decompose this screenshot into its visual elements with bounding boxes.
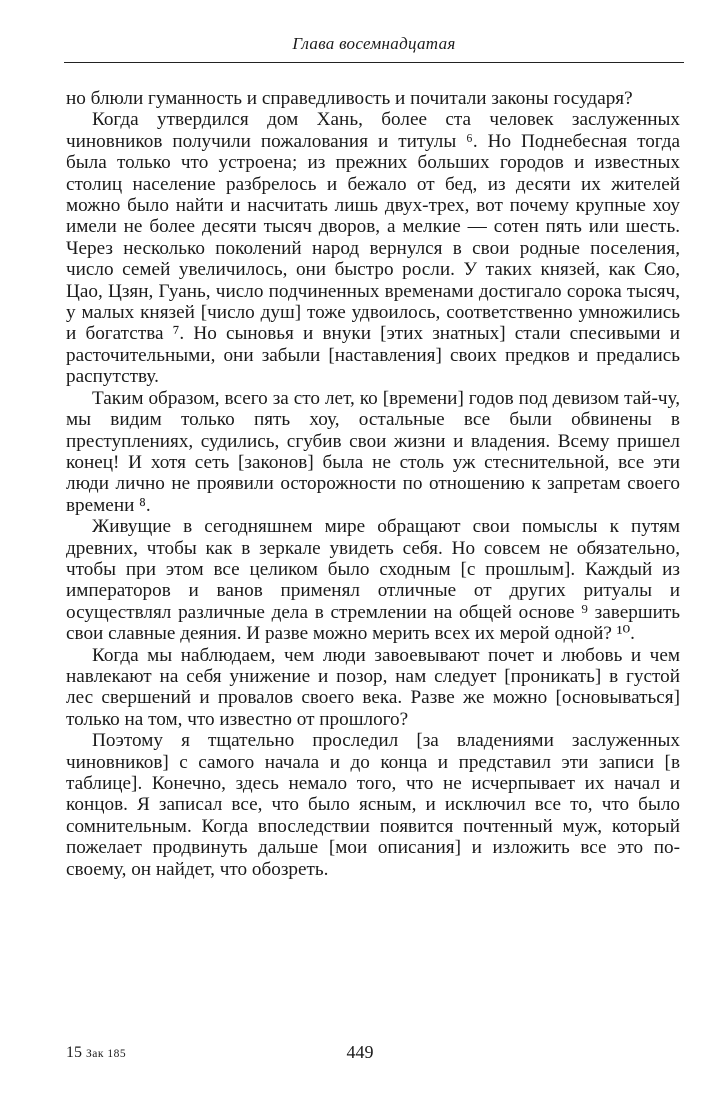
paragraph-5: Когда мы наблюдаем, чем люди завоевывают почет и любовь и чем навлекают на себя унижение и позор, нам следует [проникать] в густой лес свершений и провалов своего века. Разве же можно [основываться] только на том, что известно от прошлого? bbox=[66, 644, 680, 730]
printer-mark: Зак 185 bbox=[86, 1048, 127, 1060]
page-number: 449 bbox=[346, 1042, 374, 1062]
sheet-number: 15 bbox=[66, 1044, 82, 1061]
running-head: Глава восемнадцатая bbox=[292, 34, 456, 53]
paragraph-4: Живущие в сегодняшнем мире обращают свои помыслы к путям древних, чтобы как в зеркале увидеть себя. Но совсем не обязательно, чтобы при этом все целиком было сходным [с прошлым]. Каждый из императоров и ванов применял отличные от других ритуалы и осуществлял различные дела в стремлении на общей основе ⁹ завершить свои славные деяния. И разве можно мерить всех их мерой одной? ¹⁰. bbox=[66, 516, 680, 645]
header-rule bbox=[64, 62, 684, 63]
body-text bbox=[66, 88, 680, 880]
paragraph-3: Таким образом, всего за сто лет, ко [времени] годов под девизом тай-чу, мы видим только пять хоу, остальные все были обвинены в преступлениях, судились, сгубив свои жизни и владения. Всему пришел конец! И хотя сеть [законов] была не столь уж стеснительной, все эти люди лично не проявили осторожности по отношению к запретам своего времени ⁸. bbox=[66, 387, 680, 516]
paragraph-6: Поэтому я тщательно проследил [за владениями заслуженных чиновников] с самого начала и до конца и представил эти записи [в таблице]. Конечно, здесь немало того, что не исчерпывает их начал и концов. Я записал все, что было ясным, и исключил все то, что было сомнительным. Когда впоследствии появится почтенный муж, который пожелает продвинуть дальше [мои описания] и изложить все это по-своему, он найдет, что обозреть. bbox=[66, 730, 680, 880]
paragraph-1: но блюли гуманность и справедливость и почитали законы государя? bbox=[66, 88, 633, 109]
printer-signature bbox=[66, 1044, 126, 1062]
paragraph-2: Когда утвердился дом Хань, более ста человек заслуженных чиновников получили пожалования и титулы ⁶. Но Поднебесная тогда была только что устроена; из прежних больших городов и известных столиц население разбрелось и бежало от бед, из десяти их жителей можно было найти и насчитать лишь двух-трех, вот почему крупные хоу имели не более десяти тысяч дворов, а мелкие — сотен пять или шесть. Через несколько поколений народ вернулся в свои родные поселения, число семей увеличилось, они быстро росли. У таких князей, как Сяо, Цао, Цзян, Гуань, число подчиненных временами достигало сорока тысяч, у малых князей [число душ] тоже удвоилось, соответственно умножились и богатства ⁷. Но сыновья и внуки [этих знатных] стали спесивыми и расточительными, они забыли [наставления] своих предков и предались распутству. bbox=[66, 109, 680, 388]
